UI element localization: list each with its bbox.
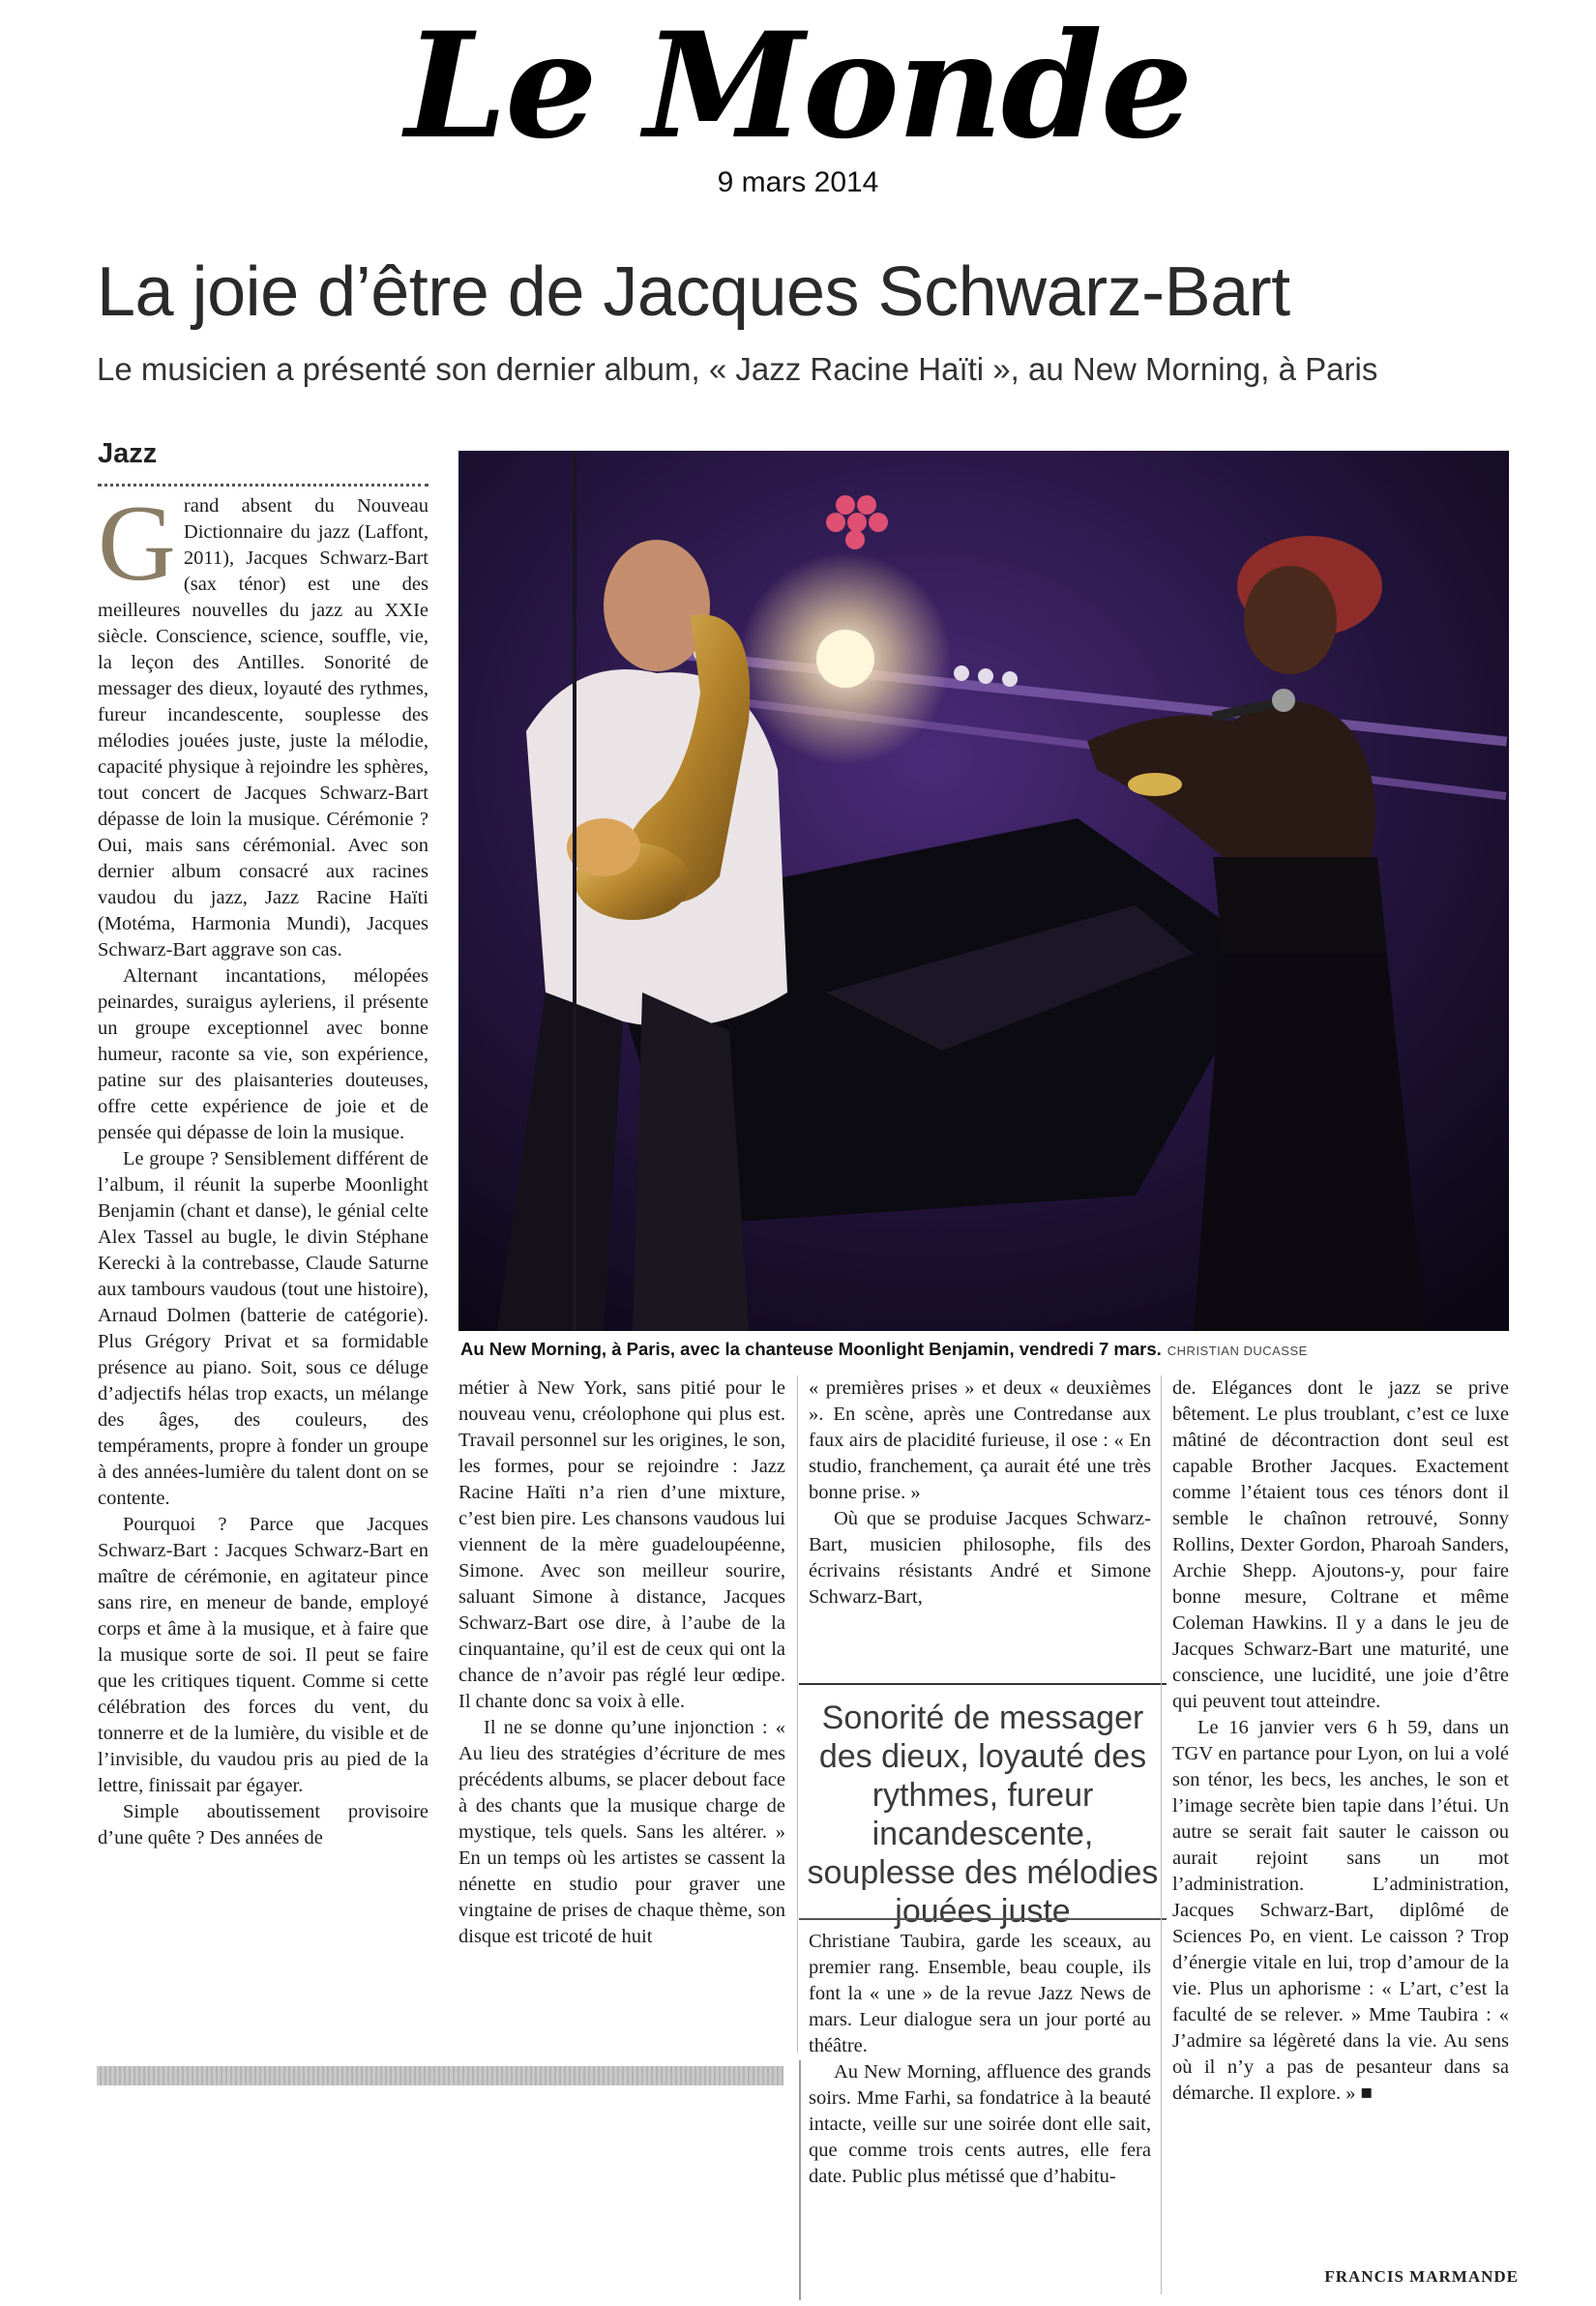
rubric-divider [98,484,429,487]
article-column-4 [1172,1375,1509,2260]
subheadline: Le musicien a présenté son dernier album, « Jazz Racine Haïti », au New Morning, à Paris [97,351,1378,387]
drop-cap: G [98,493,176,604]
paragraph: Alternant incantations, mélopées peinardes, suraigus ayleriens, il présente un groupe exceptionnel avec bonne humeur, raconte sa vie, son expérience, patine sur des plaisanteries douteuses, offre cette expérience de joie et de pensée qui dépasse de loin la musique. [98,965,429,1143]
concert-photo-illustration [458,451,1509,1331]
caption-text: Au New Morning, à Paris, avec la chanteuse Moonlight Benjamin, vendredi 7 mars. [460,1339,1162,1359]
article-column-2 [458,1375,785,2058]
concert-photo [458,451,1509,1331]
paragraph: Grand absent du Nouveau Dictionnaire du jazz (Laffont, 2011), Jacques Schwarz-Bart (sax ténor) est une des meilleures nouvelles du jazz au XXIe siècle. Conscience, science, souffle, vie, la leçon des Antilles. Sonorité de messager des dieux, loyauté des rythmes, fureur incandescente, souplesse des mélodies jouées juste, juste la mélodie, capacité physique à rejoindre les sphères, tout concert de Jacques Schwarz-Bart dépasse de loin la musique. Cérémonie ? Oui, mais sans cérémonial. Avec son dernier album consacré aux racines vaudou du jazz, Jazz Racine Haïti (Motéma, Harmonia Mundi), Jacques Schwarz-Bart aggrave son cas. [98,493,429,961]
pull-quote: Sonorité de messager des dieux, loyauté des rythmes, fureur incandescente, souplesse des mélodies jouées juste [799,1683,1167,1931]
byline: FRANCIS MARMANDE [1324,2267,1519,2286]
paragraph: Où que se produise Jacques Schwarz-Bart, musicien philosophe, fils des écrivains résistants André et Simone Schwarz-Bart, [809,1508,1151,1608]
masthead-logo: Le Monde [404,1,1192,171]
column-divider [797,1375,798,2053]
paragraph: Le groupe ? Sensiblement différent de l’album, il réunit la superbe Moonlight Benjamin (chant et danse), le génial celte Alex Tassel au bugle, le divin Stéphane Kerecki à la contrebasse, Claude Saturne aux tambours vaudous (tout une histoire), Arnaud Dolmen (batterie de catégorie). Plus Grégory Privat et sa formidable présence au piano. Soit, sous ce déluge d’adjectifs hélas trop exacts, un mélange des âges, des couleurs, des tempéraments, propre à fonder un groupe à des années-lumière du talent dont on se contente. [98,1148,429,1509]
article-column-1 [98,493,429,2060]
paragraph: métier à New York, sans pitié pour le nouveau venu, créolophone qui plus est. Travail personnel sur les origines, le son, les formes, pour se rejoindre : Jazz Racine Haïti n’a rien d’une mixture, c’est bien pire. Les chansons vaudous lui viennent de la mère guadeloupéenne, Simone. Avec son meilleur sourire, saluant Simone à distance, Jacques Schwarz-Bart ose dire, à l’aube de la cinquantaine, qu’il est de ceux qui ont la chance de n’avoir pas réglé leur œdipe. Il chante donc sa voix à elle. [458,1377,785,1712]
article-column-3-top [809,1375,1151,1656]
rubric-label: Jazz [98,438,158,469]
publication-date: 9 mars 2014 [717,166,879,198]
paragraph: Il ne se donne qu’une injonction : « Au lieu des stratégies d’écriture de mes précédents albums, se placer debout face à des chants que la musique charge de mystique, tels quels. Sans les altérer. » En un temps où les artistes se cassent la nénette en studio pour graver une vingtaine de prises de chaque thème, son disque est tricoté de huit [458,1717,785,1947]
paragraph: Le 16 janvier vers 6 h 59, dans un TGV en partance pour Lyon, on lui a volé son ténor, les becs, les anches, le son et l’image secrète bien tapie dans l’étui. Un autre se serait fait sauter le caisson ou aurait rejoint sans un mot l’administration. L’administration, Jacques Schwarz-Bart, diplômé de Sciences Po, en vient. Le caisson ? Trop d’énergie vitale en lui, trop d’amour de la vie. Plus un aphorisme : « L’art, c’est la faculté de se relever. » Mme Taubira : « J’admire sa légèreté dans la vie. Au sens où il n’y a pas de pesanteur dans sa démarche. Il explore. » ■ [1172,1717,1509,2104]
article-column-3-bottom [809,1929,1151,2300]
box-border [799,2060,801,2300]
paragraph: « premières prises » et deux « deuxièmes ». En scène, après une Contredanse aux faux airs de placidité furieuse, il ose : « En studio, franchement, ça aurait été une très bonne prise. » [809,1377,1151,1503]
gray-band [97,2066,783,2085]
headline: La joie d’être de Jacques Schwarz-Bart [97,253,1290,331]
paragraph: Au New Morning, affluence des grands soirs. Mme Farhi, sa fondatrice à la beauté intacte, veille sur une soirée dont elle sait, que comme trois cents autres, elle fera date. Public plus métissé que d’habitu- [809,2061,1151,2187]
paragraph: de. Elégances dont le jazz se prive bêtement. Le plus troublant, c’est ce luxe mâtiné de décontraction dont seul est capable Brother Jacques. Exactement comme l’étaient tous ces ténors dont il semble le chaînon retrouvé, Sonny Rollins, Dexter Gordon, Pharoah Sanders, Archie Shepp. Ajoutons-y, pour faire bonne mesure, Coltrane et même Coleman Hawkins. Il y a dans le jeu de Jacques Schwarz-Bart une maturité, une conscience, une lucidité, une joie d’être qui peuvent tout atteindre. [1172,1377,1509,1712]
photo-credit: CHRISTIAN DUCASSE [1167,1344,1308,1358]
paragraph: Christiane Taubira, garde les sceaux, au premier rang. Ensemble, beau couple, ils font la « une » de la revue Jazz News de mars. Leur dialogue sera un jour porté au théâtre. [809,1931,1151,2056]
paragraph: Simple aboutissement provisoire d’une quête ? Des années de [98,1801,429,1848]
pull-quote-divider [799,1918,1167,1920]
column-divider [1161,1375,1162,2294]
photo-caption [460,1339,1515,1360]
paragraph: Pourquoi ? Parce que Jacques Schwarz-Bart : Jacques Schwarz-Bart en maître de cérémonie, en agitateur pince sans rire, en meneur de bande, employé corps et âme à la musique, et à faire que la musique sorte de soi. Il peut se faire que les critiques tiquent. Comme si cette célébration des forces du vent, du tonnerre et de la lumière, du visible et de l’invisible, du vaudou pris au pied de la lettre, finissait par égayer. [98,1514,429,1796]
